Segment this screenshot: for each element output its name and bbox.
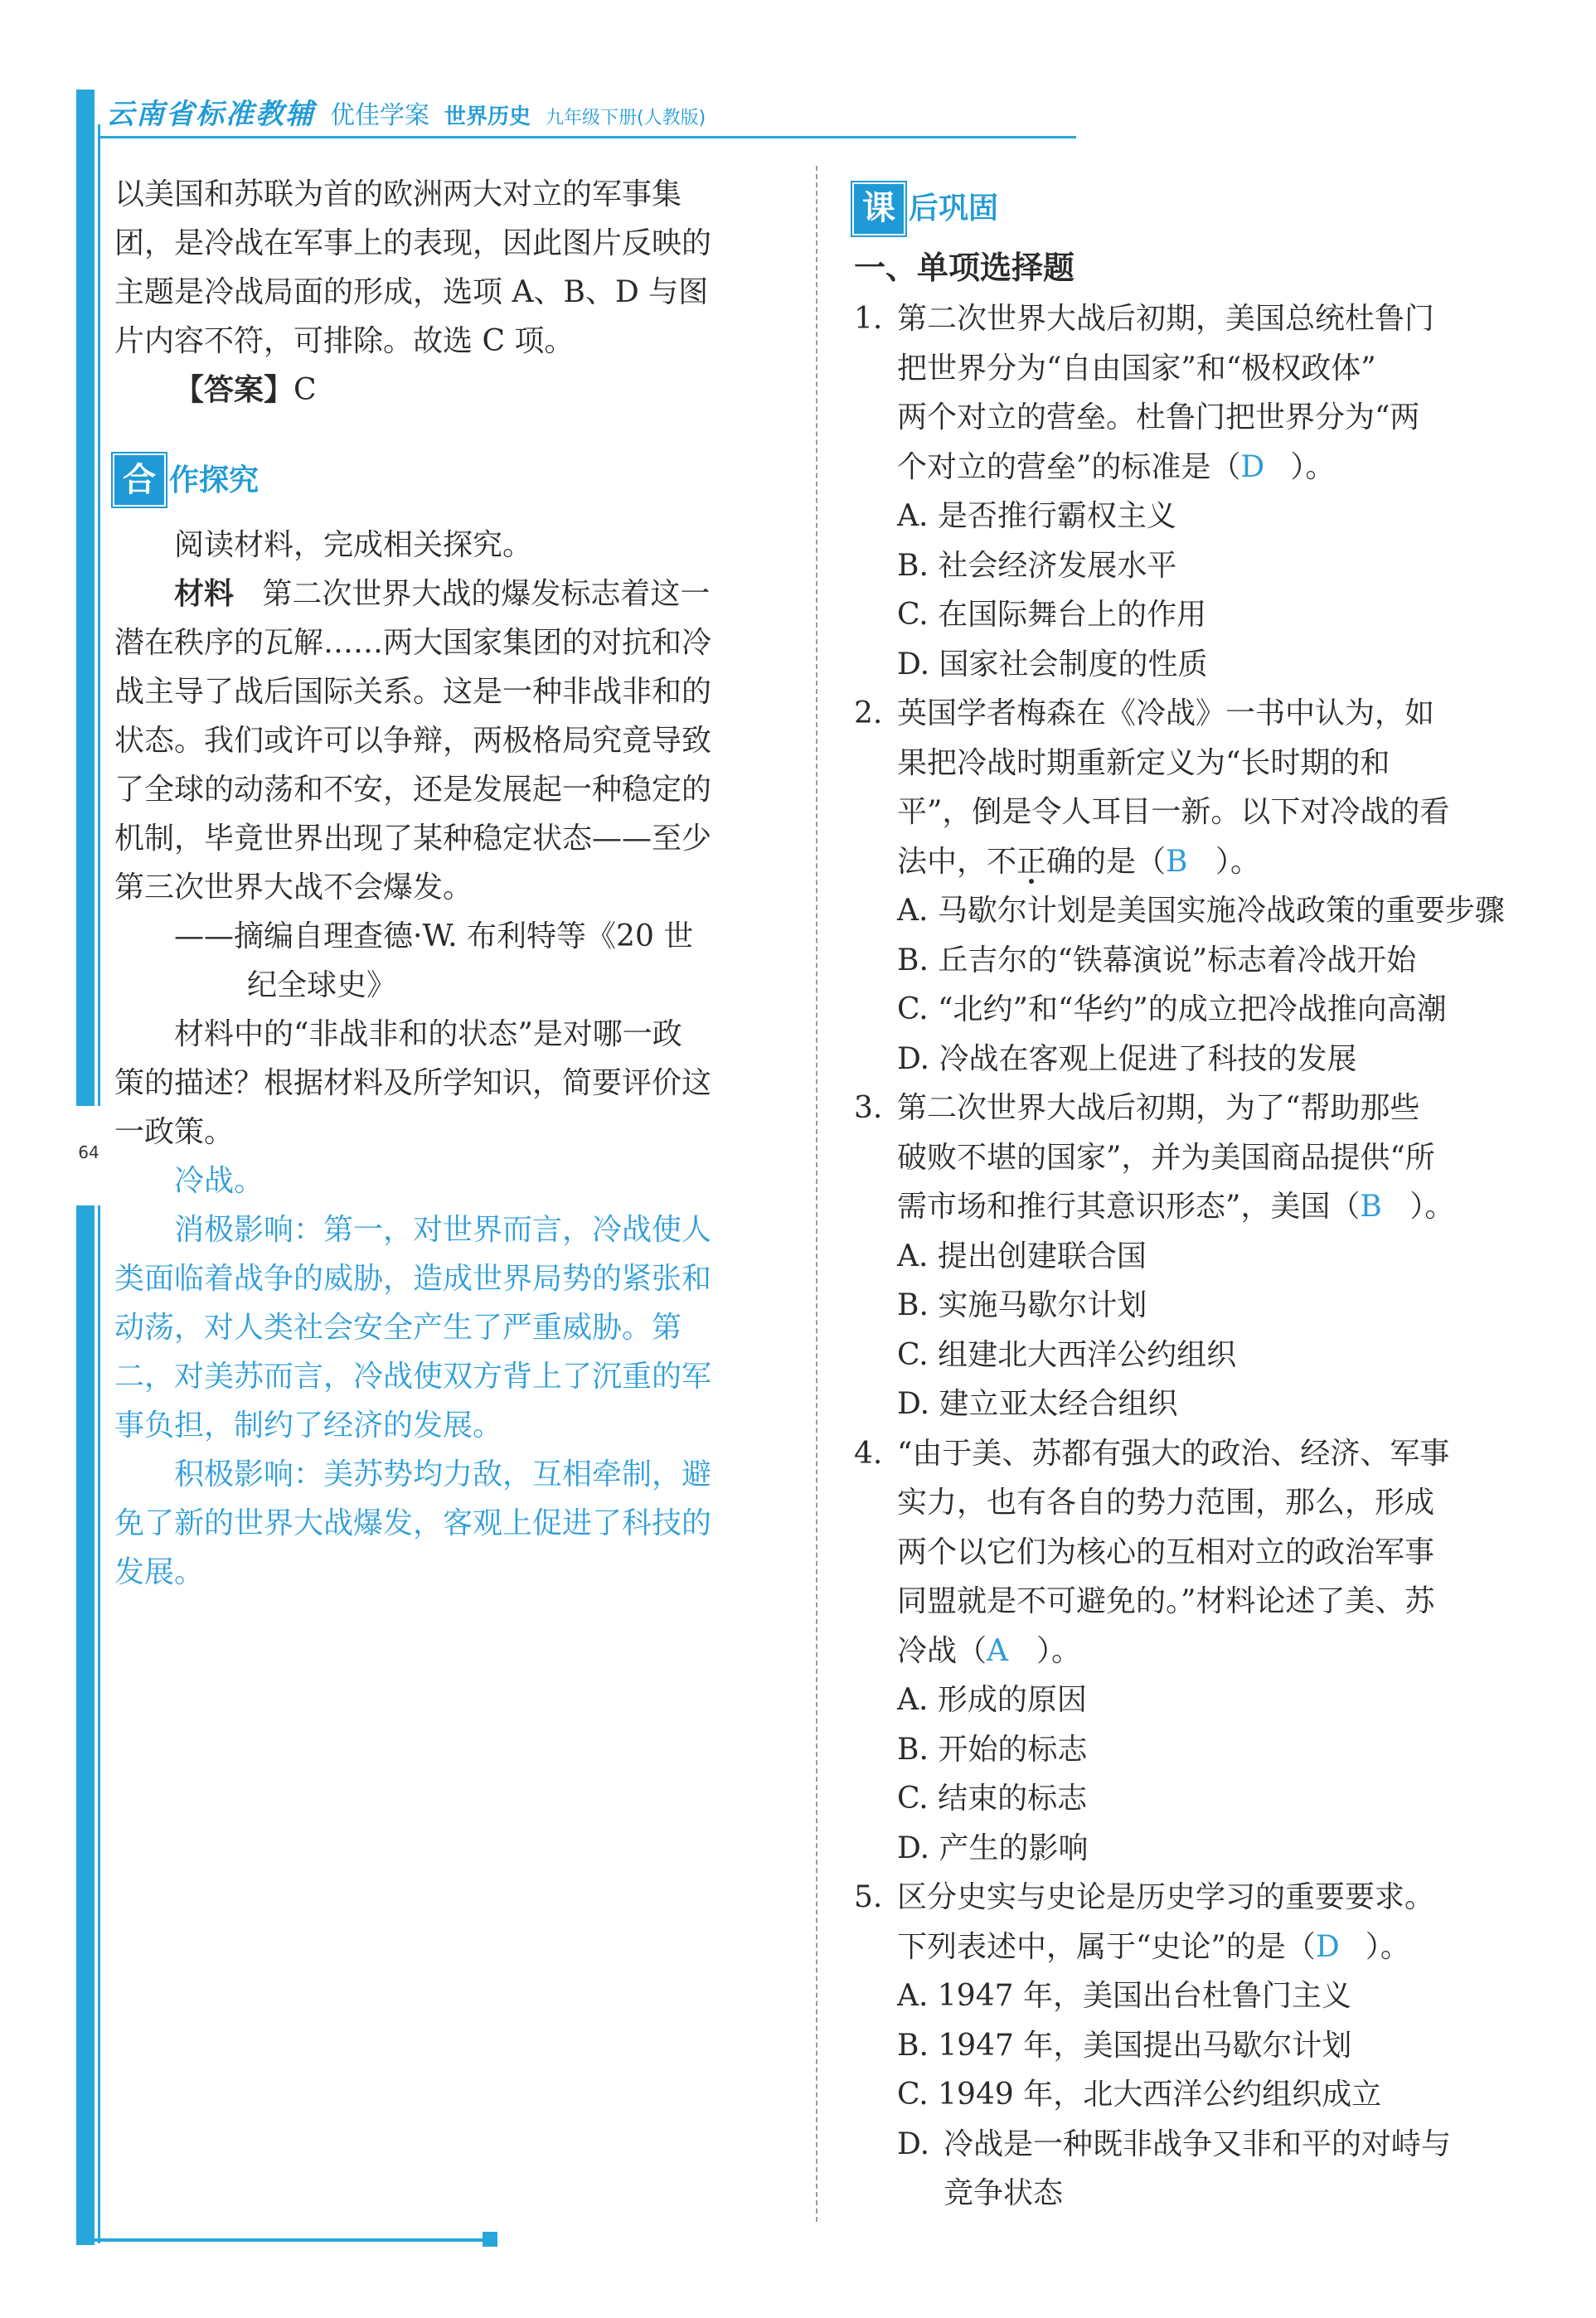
section-cooperative-inquiry bbox=[114, 448, 778, 512]
question-stem: 区分史实与史论是历史学习的重要要求。 下列表述中，属于“史论”的是（D ）。 bbox=[897, 1873, 1534, 1971]
option: C. “北约”和“华约”的成立把冷战推向高潮 bbox=[897, 992, 1447, 1026]
text-line: 二，对美苏而言，冷战使双方背上了沉重的军 bbox=[114, 1360, 712, 1394]
question-stem: 英国学者梅森在《冷战》一书中认为，如 果把冷战时期重新定义为“长时期的和 平”，倒是令人耳目一新。以下对冷战的看 法中，不正确的是（B ）。 bbox=[897, 689, 1534, 886]
header-rule bbox=[98, 136, 1076, 138]
column-divider bbox=[816, 166, 817, 2222]
header-grade: 九年级下册(人教版) bbox=[546, 108, 706, 129]
page-number: 64 bbox=[78, 1142, 99, 1162]
citation: ——摘编自理查德·W. 布利特等《20 世 bbox=[174, 919, 694, 953]
option: A. 是否推行霸权主义 bbox=[897, 499, 1176, 533]
option: D. 国家社会制度的性质 bbox=[897, 647, 1208, 681]
question-stem: 第二次世界大战后初期，为了“帮助那些 破败不堪的国家”，并为美国商品提供“所 需市场和推行其意识形态”，美国（B ）。 bbox=[897, 1084, 1534, 1232]
bottom-square-marker bbox=[483, 2232, 497, 2247]
read-prompt: 阅读材料，完成相关探究。 bbox=[174, 528, 533, 562]
text-line: 以美国和苏联为首的欧洲两大对立的军事集 bbox=[114, 177, 682, 211]
text-line: 发展。 bbox=[114, 1555, 205, 1589]
option: B. 实施马歇尔计划 bbox=[897, 1288, 1147, 1322]
question-1 bbox=[854, 294, 1534, 492]
question-number: 1. bbox=[854, 302, 883, 336]
explanation-text bbox=[114, 170, 778, 366]
question-stem: 第二次世界大战后初期，美国总统杜鲁门 把世界分为“自由国家”和“极权政体” 两个对立的营垒。杜鲁门把世界分为“两 个对立的营垒”的标准是（D ）。 bbox=[897, 294, 1534, 492]
question-3 bbox=[854, 1084, 1534, 1232]
option: A. 1947 年，美国出台杜鲁门主义 bbox=[897, 1979, 1351, 2013]
inquiry-question bbox=[114, 1010, 778, 1157]
option: C. 在国际舞台上的作用 bbox=[897, 598, 1207, 632]
question-5 bbox=[854, 1873, 1534, 1971]
text-line: 了全球的动荡和不安，还是发展起一种稳定的 bbox=[114, 773, 712, 807]
text-line: 冷战。 bbox=[174, 1164, 264, 1198]
section-after-class bbox=[854, 177, 1534, 241]
bottom-rule bbox=[76, 2238, 487, 2242]
option: B. 社会经济发展水平 bbox=[897, 548, 1177, 583]
option: B. 1947 年，美国提出马歇尔计划 bbox=[897, 2028, 1352, 2063]
text-line: 片内容不符，可排除。故选 C 项。 bbox=[114, 324, 575, 358]
text-line: 材料 第二次世界大战的爆发标志着这一 bbox=[174, 576, 711, 611]
text-line: 主题是冷战局面的形成，选项 A、B、D 与图 bbox=[114, 275, 709, 309]
question-number: 3. bbox=[854, 1091, 883, 1125]
answer-label: 【答案】 bbox=[174, 373, 294, 407]
option: C. 结束的标志 bbox=[897, 1782, 1088, 1816]
option: A. 形成的原因 bbox=[897, 1683, 1087, 1717]
citation-continued: 纪全球史》 bbox=[247, 968, 397, 1002]
question-2 bbox=[854, 689, 1534, 886]
text-line: 第三次世界大战不会爆发。 bbox=[114, 870, 473, 904]
question-number: 5. bbox=[854, 1880, 883, 1914]
option: D. 冷战在客观上促进了科技的发展 bbox=[897, 1041, 1357, 1076]
option: D. 冷战是一种既非战争又非和平的对峙与 竞争状态 bbox=[854, 2120, 1534, 2219]
answer-fill: B bbox=[1166, 844, 1188, 879]
option: A. 提出创建联合国 bbox=[897, 1239, 1147, 1273]
question-number: 2. bbox=[854, 696, 883, 730]
question-4 bbox=[854, 1429, 1534, 1676]
header-subject: 世界历史 bbox=[444, 104, 531, 129]
material-passage bbox=[114, 570, 778, 912]
option: B. 丘吉尔的“铁幕演说”标志着冷战开始 bbox=[897, 943, 1417, 977]
option: A. 马歇尔计划是美国实施冷战政策的重要步骤 bbox=[897, 894, 1505, 928]
text-line: 机制，毕竟世界出现了某种稳定状态——至少 bbox=[114, 822, 712, 856]
section-he-icon: 合 bbox=[114, 455, 164, 505]
answer-fill: D bbox=[1315, 1929, 1340, 1964]
answer-value: C bbox=[293, 373, 317, 407]
right-column bbox=[854, 170, 1534, 2219]
question-number: 4. bbox=[854, 1436, 883, 1471]
text-line: 策的描述？根据材料及所学知识，简要评价这 bbox=[114, 1066, 712, 1100]
header-series: 优佳学案 bbox=[330, 101, 429, 130]
text-line: 事负担，制约了经济的发展。 bbox=[114, 1409, 503, 1443]
text-line: 战主导了战后国际关系。这是一种非战非和的 bbox=[114, 675, 712, 709]
option: C. 1949 年，北大西洋公约组织成立 bbox=[897, 2078, 1382, 2112]
text-line: 潜在秩序的瓦解……两大国家集团的对抗和冷 bbox=[114, 626, 712, 660]
question-stem: “由于美、苏都有强大的政治、经济、军事 实力，也有各自的势力范围，那么，形成 两个以它们为核心的互相对立的政治军事 同盟就是不可避免的。”材料论述了美、苏 冷战（A ）。 bbox=[897, 1429, 1534, 1676]
option: C. 组建北大西洋公约组织 bbox=[897, 1337, 1237, 1372]
answer-fill: A bbox=[987, 1633, 1009, 1668]
question-type-heading: 一、单项选择题 bbox=[854, 250, 1075, 286]
option: B. 开始的标志 bbox=[897, 1732, 1088, 1767]
answer-fill: B bbox=[1360, 1190, 1382, 1224]
answer-line bbox=[114, 366, 778, 415]
text-line: 积极影响：美苏势均力敌，互相牵制，避 bbox=[174, 1457, 712, 1491]
inquiry-answer bbox=[114, 1157, 778, 1597]
text-line: 免了新的世界大战爆发，客观上促进了科技的 bbox=[114, 1506, 712, 1540]
text-line: 团，是冷战在军事上的表现，因此图片反映的 bbox=[114, 226, 712, 260]
section-ke-icon: 课 bbox=[854, 184, 904, 234]
section-title-text: 后巩固 bbox=[909, 192, 999, 226]
answer-fill: D bbox=[1240, 449, 1265, 484]
emphasis-text: 不正确 bbox=[987, 844, 1077, 879]
option: D. 建立亚太经合组织 bbox=[897, 1387, 1178, 1421]
left-column bbox=[114, 170, 778, 1597]
material-label: 材料 bbox=[174, 576, 235, 611]
option-label: D. bbox=[897, 2126, 930, 2161]
section-title-text: 作探究 bbox=[169, 463, 260, 497]
text-line: 材料中的“非战非和的状态”是对哪一政 bbox=[174, 1017, 682, 1051]
option: D. 产生的影响 bbox=[897, 1831, 1089, 1865]
text-line: 消极影响：第一，对世界而言，冷战使人 bbox=[174, 1213, 712, 1247]
text-line: 状态。我们或许可以争辩，两极格局究竟导致 bbox=[114, 724, 712, 758]
text-line: 类面临着战争的威胁，造成世界局势的紧张和 bbox=[114, 1262, 712, 1296]
text-line: 一政策。 bbox=[114, 1115, 235, 1149]
text-line: 动荡，对人类社会安全产生了严重威胁。第 bbox=[114, 1311, 682, 1345]
header-brand: 云南省标准教辅 bbox=[106, 98, 315, 131]
running-header bbox=[106, 91, 706, 134]
